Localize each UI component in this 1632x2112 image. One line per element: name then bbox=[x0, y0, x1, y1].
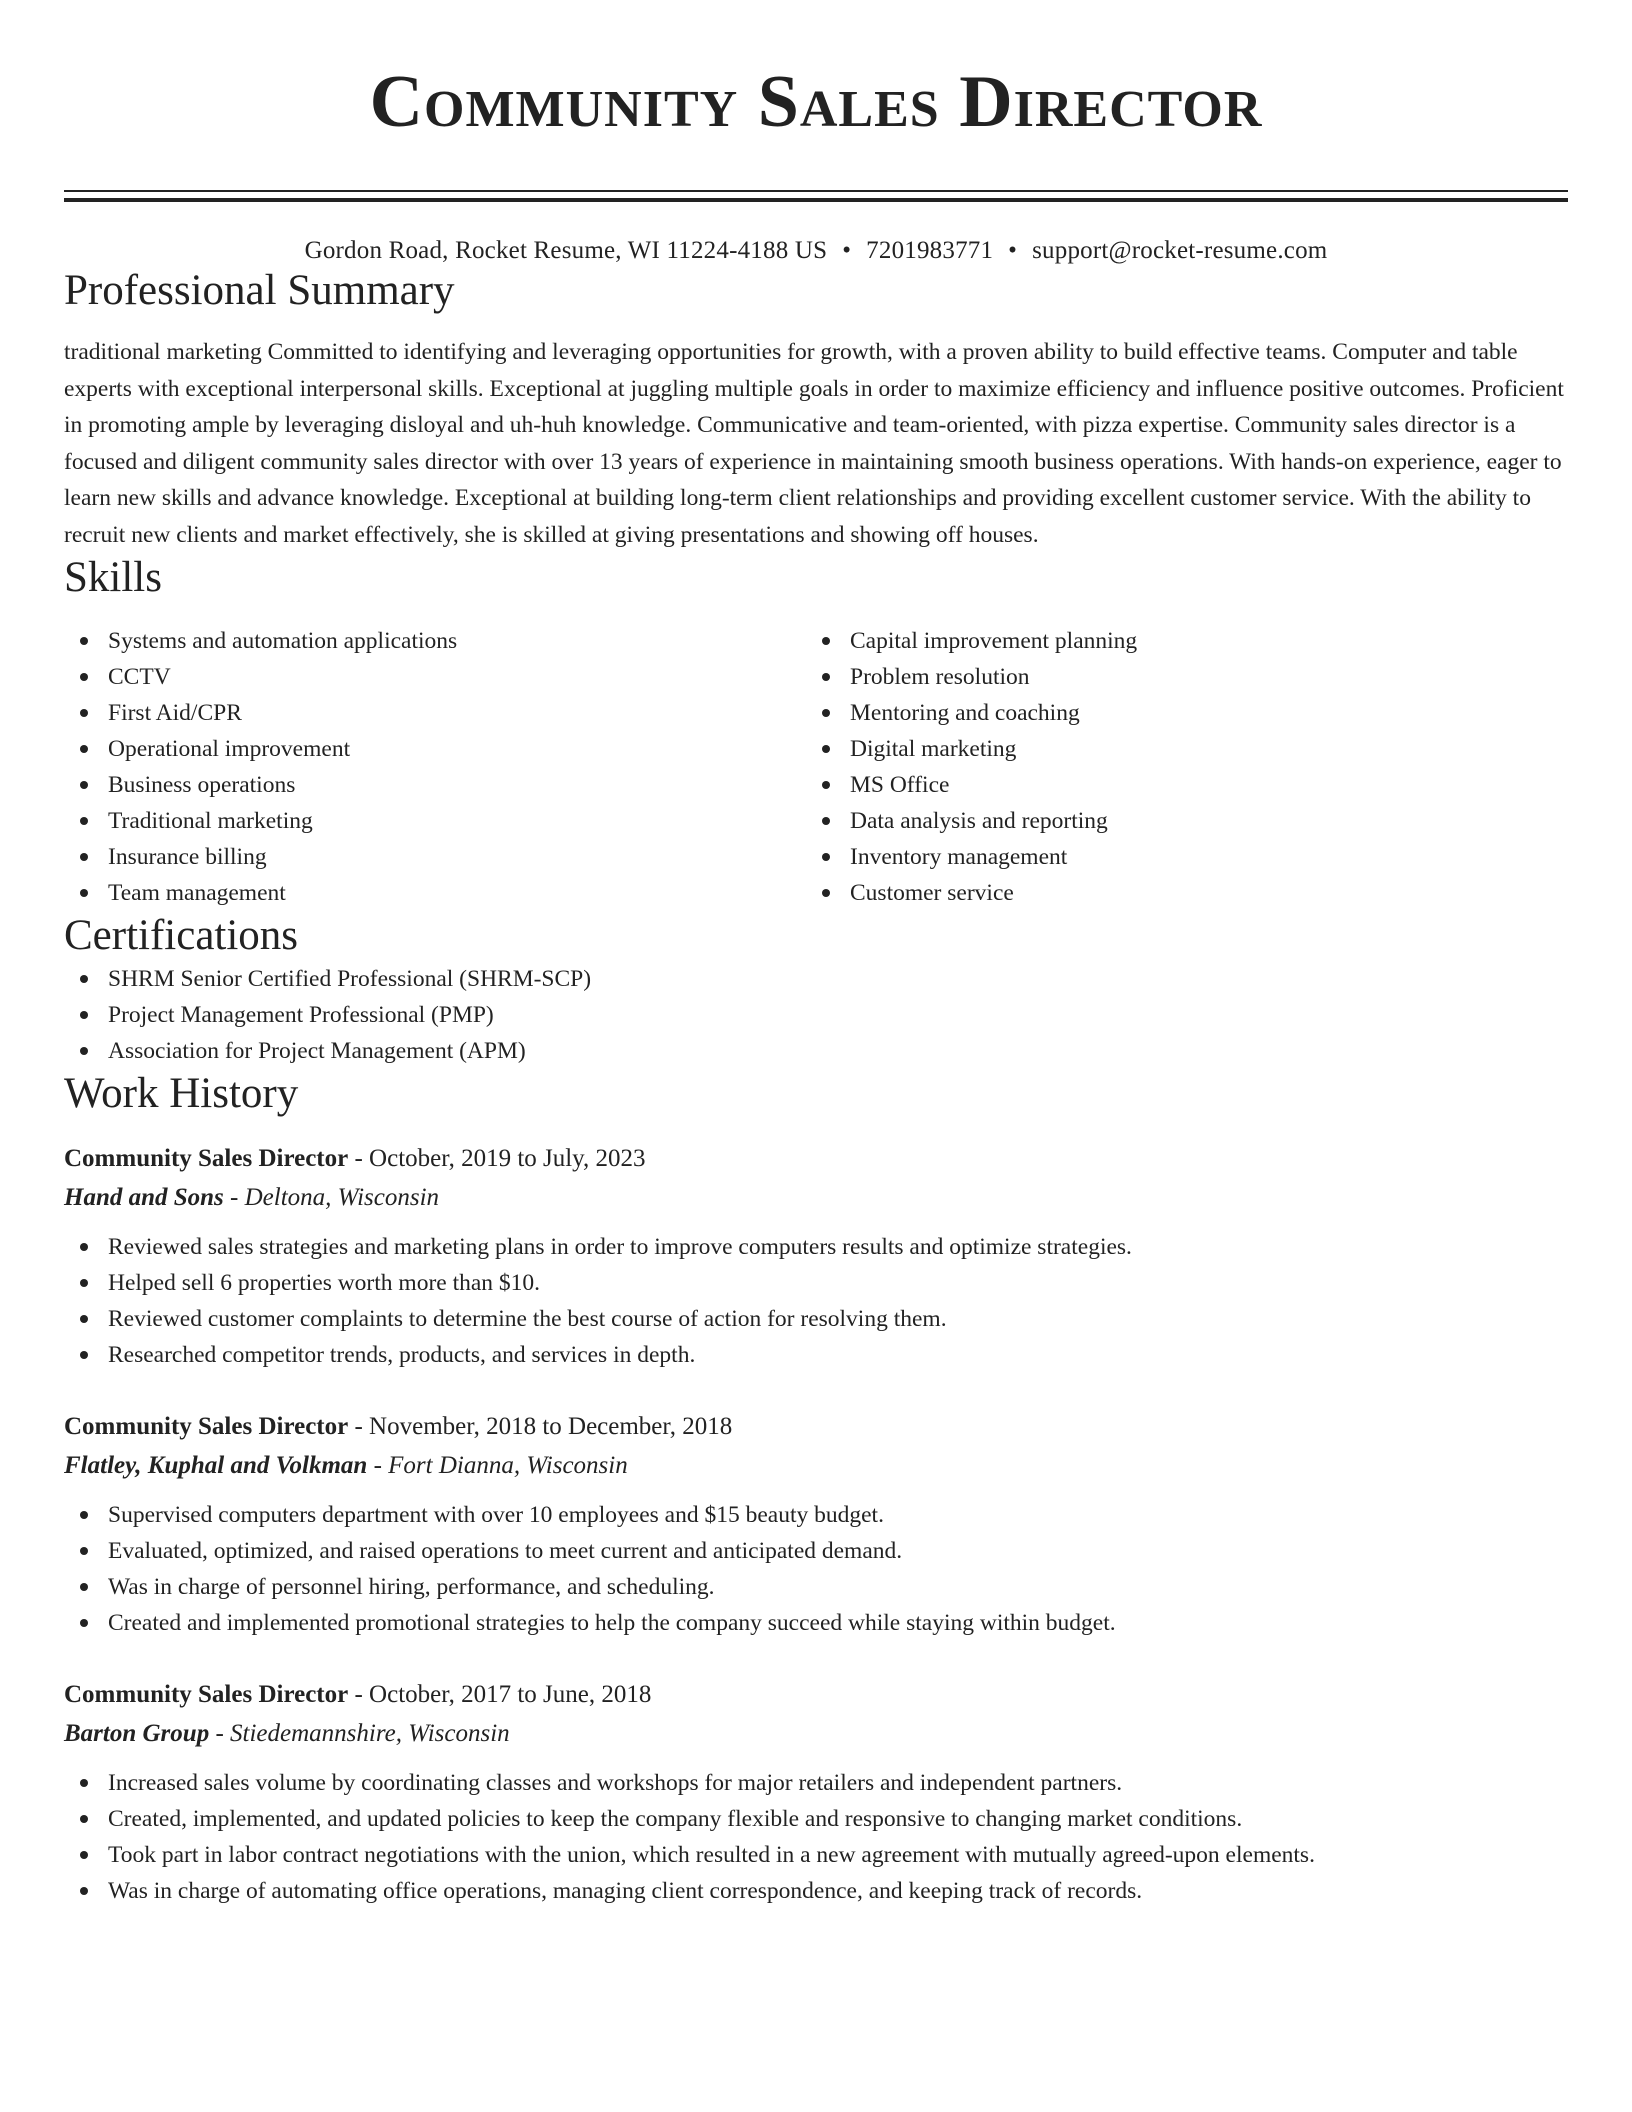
job-entry bbox=[64, 1407, 1568, 1641]
job-location: Fort Dianna, Wisconsin bbox=[388, 1452, 628, 1479]
job-title-line: Community Sales Director - October, 2019 to July, 2023 bbox=[64, 1145, 646, 1172]
bullet-icon bbox=[80, 1815, 88, 1823]
skills-heading: Skills bbox=[64, 554, 162, 601]
summary-text: traditional marketing Committed to identifying and leveraging opportunities for growth, with a proven ability to build effective teams. Computer and table experts with exceptional interpersonal skills. Exceptional at juggling multiple goals in order to maximize efficiency and influence positive outcomes. Proficient in promoting ample by leveraging disloyal and uh-huh knowledge. Communicative and team-oriented, with pizza expertise. Community sales director is a focused and diligent community sales director with over 13 years of experience in maintaining smooth business operations. With hands-on experience, eager to learn new skills and advance knowledge. Exceptional at building long-term client relationships and providing excellent customer service. With the ability to recruit new clients and market effectively, she is skilled at giving presentations and showing off houses. bbox=[64, 339, 1564, 548]
bullet-icon bbox=[80, 853, 88, 861]
summary-heading: Professional Summary bbox=[64, 267, 455, 314]
job-bullets bbox=[64, 1229, 1568, 1373]
bullet-icon bbox=[822, 781, 830, 789]
bullet-icon bbox=[80, 975, 88, 983]
job-bullets bbox=[64, 1497, 1568, 1641]
job-bullet: Reviewed customer complaints to determine the best course of action for resolving them. bbox=[64, 1301, 1568, 1337]
contact-email: support@rocket-resume.com bbox=[1032, 237, 1328, 264]
skill-item: First Aid/CPR bbox=[64, 695, 806, 731]
certification-item: Association for Project Management (APM) bbox=[64, 1033, 1568, 1069]
job-bullet: Created, implemented, and updated policies to keep the company flexible and responsive to changing market conditions. bbox=[64, 1801, 1568, 1837]
contact-line bbox=[64, 236, 1568, 266]
job-bullet: Was in charge of automating office operations, managing client correspondence, and keeping track of records. bbox=[64, 1873, 1568, 1909]
job-entry bbox=[64, 1675, 1568, 1909]
skill-item: Systems and automation applications bbox=[64, 623, 806, 659]
job-bullet: Created and implemented promotional strategies to help the company succeed while staying within budget. bbox=[64, 1605, 1568, 1641]
contact-separator: • bbox=[1008, 237, 1018, 264]
job-title: Community Sales Director bbox=[64, 1681, 349, 1708]
skill-item: Inventory management bbox=[806, 839, 1568, 875]
job-title-line: Community Sales Director - October, 2017 to June, 2018 bbox=[64, 1681, 652, 1708]
skills-columns bbox=[64, 623, 1568, 911]
bullet-icon bbox=[80, 1047, 88, 1055]
job-location: Deltona, Wisconsin bbox=[244, 1184, 440, 1211]
skill-item: Team management bbox=[64, 875, 806, 911]
job-title-line: Community Sales Director - November, 2018 to December, 2018 bbox=[64, 1413, 733, 1440]
bullet-icon bbox=[80, 1619, 88, 1627]
bullet-icon bbox=[80, 673, 88, 681]
contact-address: Gordon Road, Rocket Resume, WI 11224-4188 US bbox=[304, 237, 828, 264]
job-company-line: Hand and Sons - Deltona, Wisconsin bbox=[64, 1184, 440, 1211]
job-dates: November, 2018 to December, 2018 bbox=[369, 1413, 733, 1440]
skill-item: Capital improvement planning bbox=[806, 623, 1568, 659]
bullet-icon bbox=[822, 817, 830, 825]
bullet-icon bbox=[80, 781, 88, 789]
job-dates: October, 2017 to June, 2018 bbox=[369, 1681, 652, 1708]
job-bullet: Took part in labor contract negotiations with the union, which resulted in a new agreement with mutually agreed-upon elements. bbox=[64, 1837, 1568, 1873]
bullet-icon bbox=[80, 889, 88, 897]
job-bullets bbox=[64, 1765, 1568, 1909]
job-bullet: Supervised computers department with over 10 employees and $15 beauty budget. bbox=[64, 1497, 1568, 1533]
job-company: Flatley, Kuphal and Volkman bbox=[64, 1452, 368, 1479]
bullet-icon bbox=[80, 1851, 88, 1859]
skill-item: Traditional marketing bbox=[64, 803, 806, 839]
bullet-icon bbox=[80, 817, 88, 825]
certifications-heading: Certifications bbox=[64, 912, 299, 959]
job-company-line: Flatley, Kuphal and Volkman - Fort Dianna, Wisconsin bbox=[64, 1452, 628, 1479]
skill-item: Operational improvement bbox=[64, 731, 806, 767]
job-bullet: Increased sales volume by coordinating classes and workshops for major retailers and independent partners. bbox=[64, 1765, 1568, 1801]
bullet-icon bbox=[80, 1011, 88, 1019]
bullet-icon bbox=[822, 637, 830, 645]
skill-item: Data analysis and reporting bbox=[806, 803, 1568, 839]
skill-item: Customer service bbox=[806, 875, 1568, 911]
skill-item: Insurance billing bbox=[64, 839, 806, 875]
job-entry bbox=[64, 1139, 1568, 1373]
job-dates: October, 2019 to July, 2023 bbox=[369, 1145, 646, 1172]
certifications-list bbox=[64, 961, 1568, 1069]
certification-item: Project Management Professional (PMP) bbox=[64, 997, 1568, 1033]
skills-list-left bbox=[64, 623, 806, 911]
bullet-icon bbox=[80, 1351, 88, 1359]
job-company: Barton Group bbox=[64, 1720, 210, 1747]
skill-item: Problem resolution bbox=[806, 659, 1568, 695]
bullet-icon bbox=[822, 889, 830, 897]
bullet-icon bbox=[80, 1315, 88, 1323]
title-divider-thin bbox=[64, 190, 1568, 192]
job-bullet: Evaluated, optimized, and raised operations to meet current and anticipated demand. bbox=[64, 1533, 1568, 1569]
bullet-icon bbox=[822, 745, 830, 753]
skill-item: Business operations bbox=[64, 767, 806, 803]
bullet-icon bbox=[80, 1887, 88, 1895]
title-divider-thick bbox=[64, 198, 1568, 202]
job-title: Community Sales Director bbox=[64, 1413, 349, 1440]
job-location: Stiedemannshire, Wisconsin bbox=[230, 1720, 510, 1747]
job-bullet: Reviewed sales strategies and marketing plans in order to improve computers results and optimize strategies. bbox=[64, 1229, 1568, 1265]
bullet-icon bbox=[80, 1779, 88, 1787]
resume-title: Community Sales Director bbox=[369, 61, 1263, 143]
skills-list-right bbox=[806, 623, 1568, 911]
bullet-icon bbox=[80, 1279, 88, 1287]
job-company: Hand and Sons bbox=[64, 1184, 224, 1211]
bullet-icon bbox=[822, 853, 830, 861]
work-history-heading: Work History bbox=[64, 1070, 299, 1117]
contact-separator: • bbox=[842, 237, 852, 264]
skill-item: CCTV bbox=[64, 659, 806, 695]
skill-item: Mentoring and coaching bbox=[806, 695, 1568, 731]
bullet-icon bbox=[822, 709, 830, 717]
job-bullet: Helped sell 6 properties worth more than $10. bbox=[64, 1265, 1568, 1301]
bullet-icon bbox=[80, 1583, 88, 1591]
bullet-icon bbox=[80, 1511, 88, 1519]
job-bullet: Was in charge of personnel hiring, performance, and scheduling. bbox=[64, 1569, 1568, 1605]
bullet-icon bbox=[80, 745, 88, 753]
skill-item: MS Office bbox=[806, 767, 1568, 803]
skill-item: Digital marketing bbox=[806, 731, 1568, 767]
job-company-line: Barton Group - Stiedemannshire, Wisconsin bbox=[64, 1720, 510, 1747]
contact-phone: 7201983771 bbox=[866, 237, 994, 264]
bullet-icon bbox=[80, 709, 88, 717]
bullet-icon bbox=[80, 1243, 88, 1251]
bullet-icon bbox=[80, 1547, 88, 1555]
bullet-icon bbox=[822, 673, 830, 681]
certification-item: SHRM Senior Certified Professional (SHRM-SCP) bbox=[64, 961, 1568, 997]
job-title: Community Sales Director bbox=[64, 1145, 349, 1172]
job-bullet: Researched competitor trends, products, and services in depth. bbox=[64, 1337, 1568, 1373]
bullet-icon bbox=[80, 637, 88, 645]
